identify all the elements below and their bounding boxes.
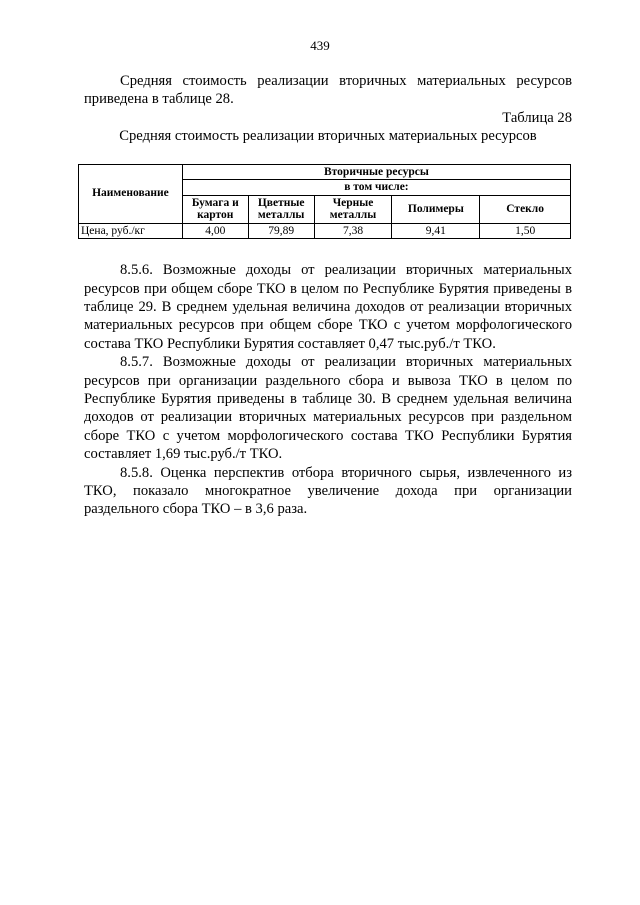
paragraph-8-5-7: 8.5.7. Возможные доходы от реализации вторичных материальных ресурсов при организации раздельного сбора и вывоза ТКО в целом по Республике Бурятия приведены в таблице 30. В среднем удельная величина доходов от реализации вторичных материальных ресурсов при раздельном сборе ТКО с учетом морфологического состава ТКО Республики Бурятия составляет 1,69 тыс.руб./т ТКО. [84, 354, 572, 463]
table-title: Средняя стоимость реализации вторичных материальных ресурсов [119, 128, 537, 145]
column-header: Полимеры [392, 195, 480, 223]
paragraph-8-5-8: 8.5.8. Оценка перспектив отбора вторичного сырья, извлеченного из ТКО, показало многократное увеличение дохода при организации раздельного сбора ТКО – в 3,6 раза. [84, 464, 572, 518]
table-row [79, 223, 571, 239]
header-name: Наименование [79, 164, 183, 223]
column-header: Стекло [480, 195, 571, 223]
table-cell: 79,89 [248, 223, 314, 239]
table-cell: 7,38 [314, 223, 392, 239]
intro-paragraph: Средняя стоимость реализации вторичных материальных ресурсов приведена в таблице 28. [84, 73, 572, 108]
table-cell: 4,00 [182, 223, 248, 239]
page-number: 439 [310, 38, 330, 53]
spacer [84, 239, 572, 261]
row-name: Цена, руб./кг [79, 223, 183, 239]
header-subgroup: в том числе: [182, 180, 570, 196]
table-label: Таблица 28 [502, 109, 572, 126]
column-header: Бумага и картон [182, 195, 248, 223]
paragraph-8-5-6: 8.5.6. Возможные доходы от реализации вторичных материальных ресурсов при общем сборе ТКО в целом по Республике Бурятия приведены в таблице 29. В среднем удельная величина доходов от реализации вторичных материальных ресурсов при общем сборе ТКО с учетом морфологического состава ТКО Республики Бурятия составляет 0,47 тыс.руб./т ТКО. [84, 262, 572, 352]
column-header: Цветные металлы [248, 195, 314, 223]
table-cell: 1,50 [480, 223, 571, 239]
document-body [81, 72, 572, 519]
header-group: Вторичные ресурсы [182, 164, 570, 180]
column-header: Черные металлы [314, 195, 392, 223]
table-header-row [79, 164, 571, 180]
resources-price-table [78, 164, 571, 240]
table-cell: 9,41 [392, 223, 480, 239]
